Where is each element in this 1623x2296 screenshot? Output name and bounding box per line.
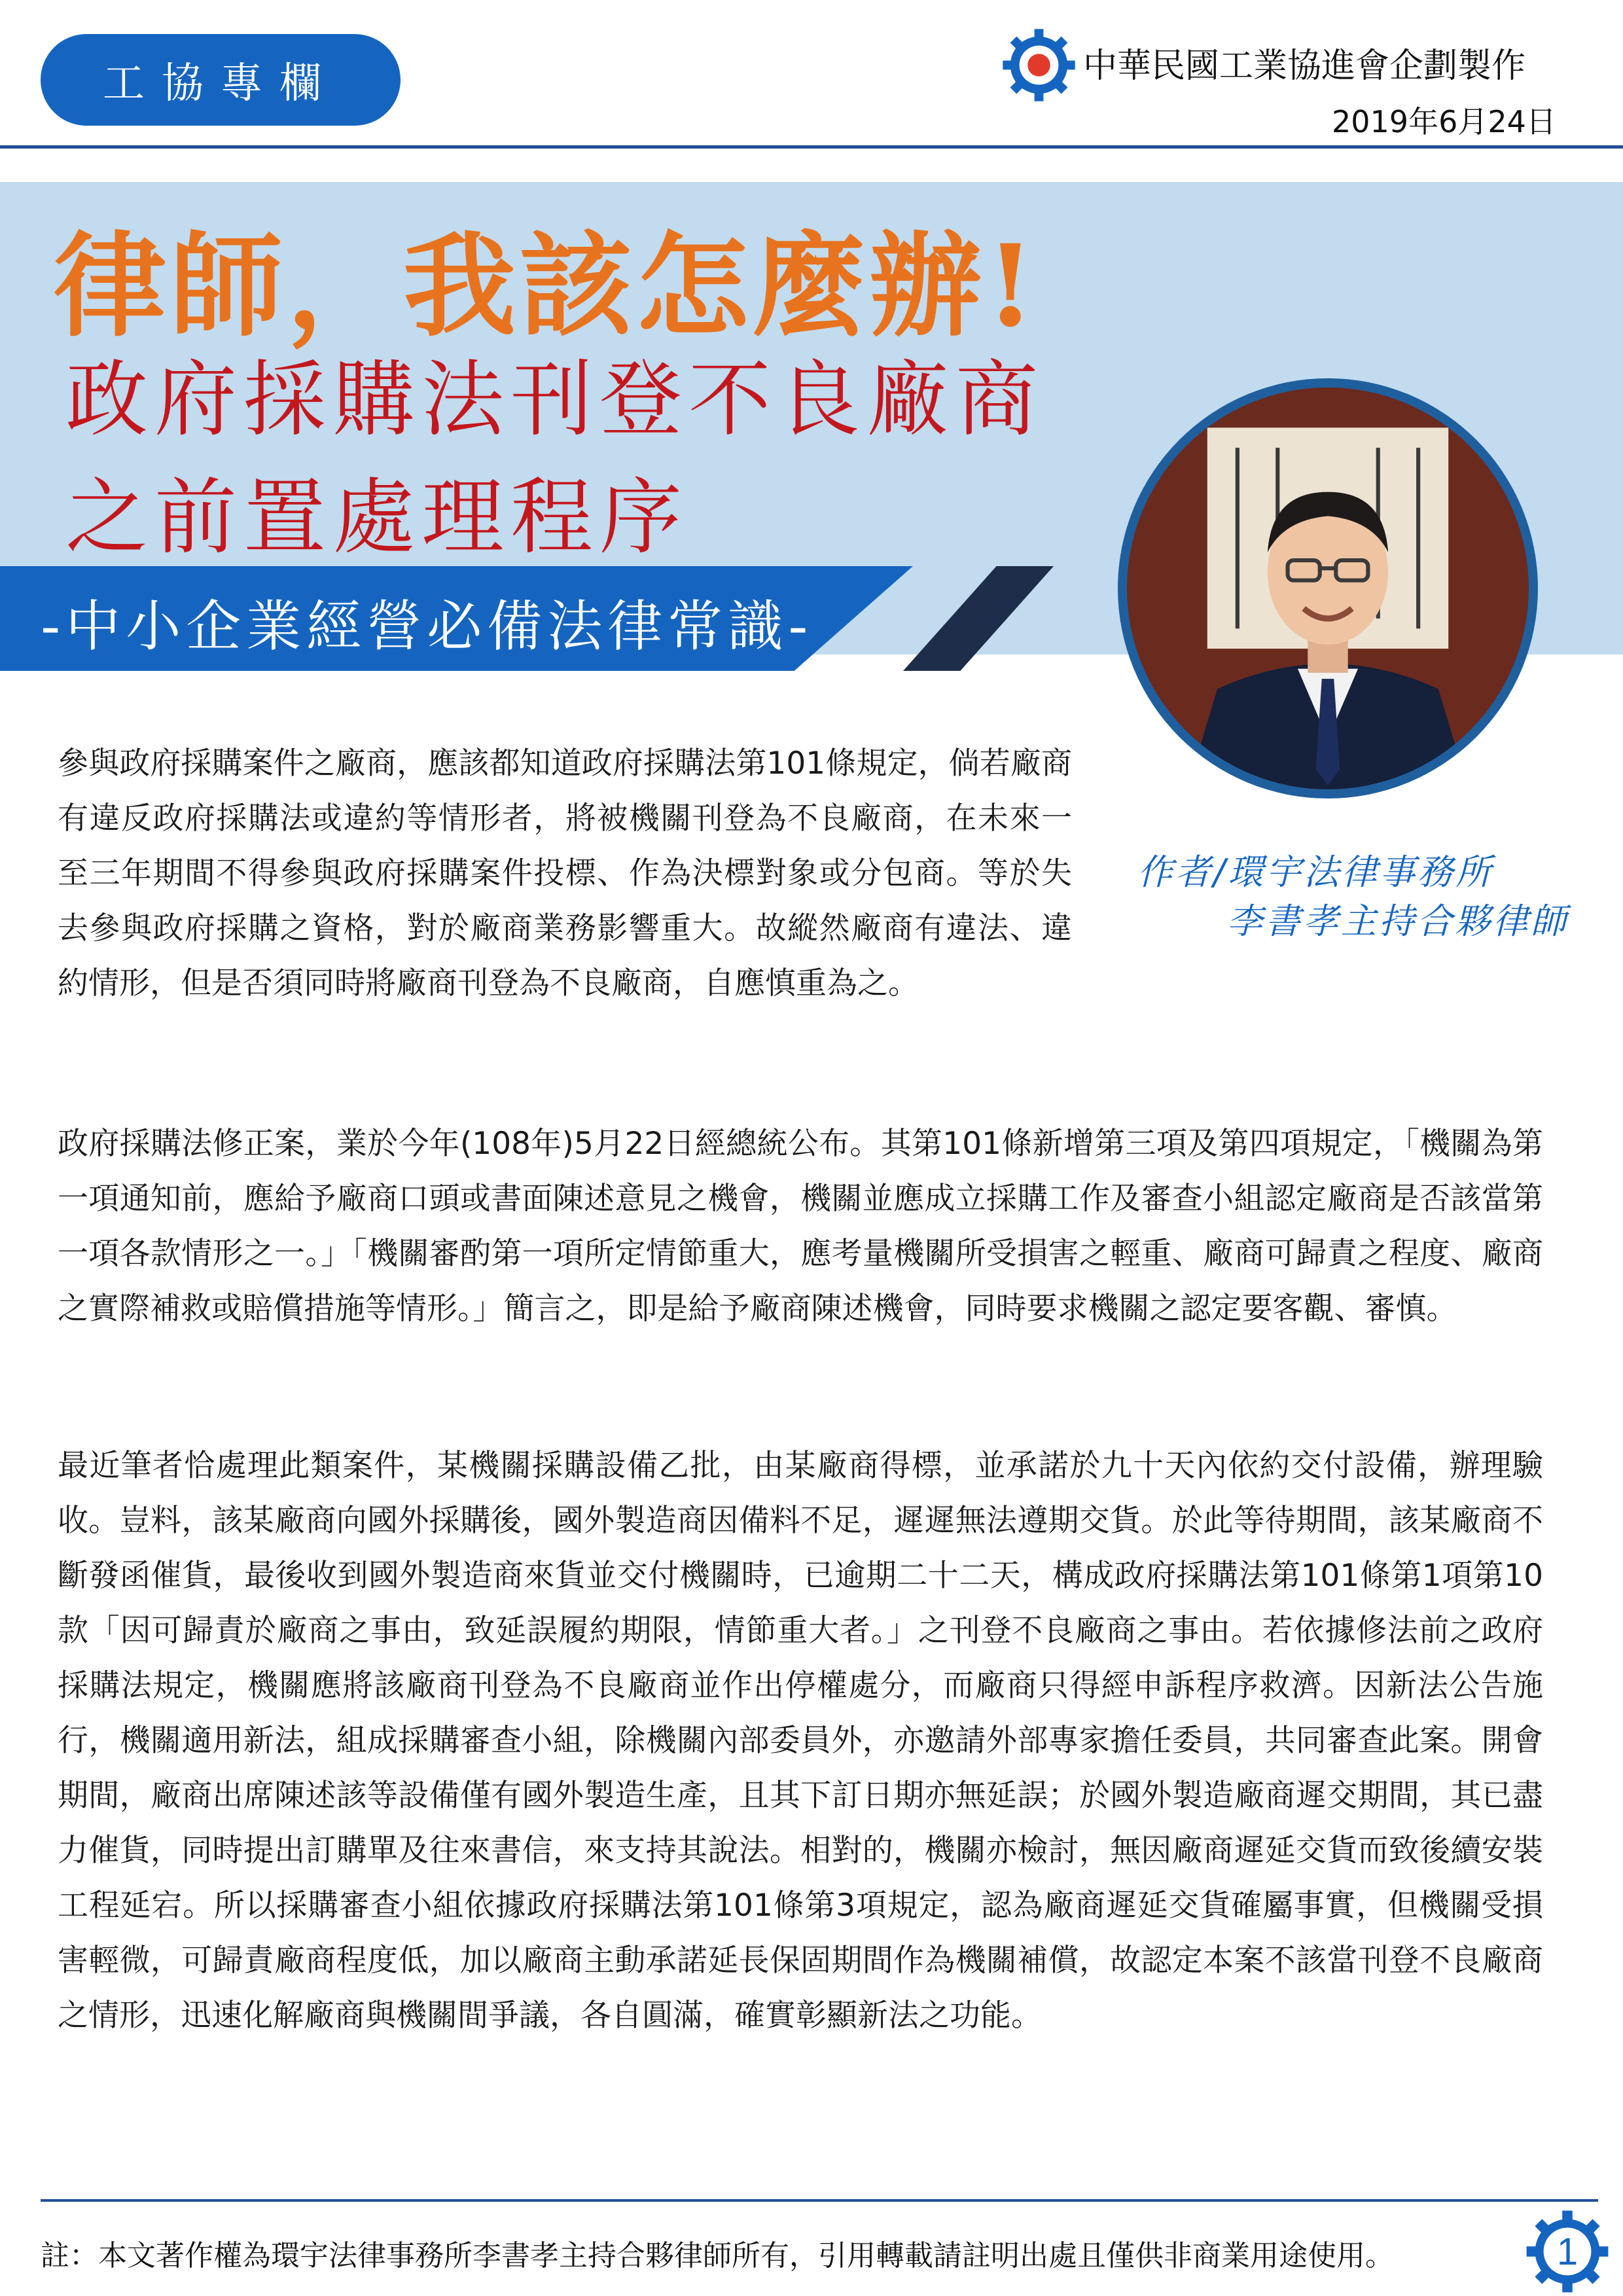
organization-name: 中華民國工業協進會企劃製作 — [1083, 46, 1526, 86]
series-label: -中小企業經營必備法律常識- — [41, 594, 813, 658]
subtitle-line-2: 之前置處理程序 — [65, 469, 688, 565]
author-affiliation: 作者/環宇法律事務所 — [1137, 852, 1494, 893]
header-divider — [0, 145, 1623, 149]
copyright-footnote: 註：本文著作權為環宇法律事務所李書孝主持合夥律師所有，引用轉載請註明出處且僅供非商業用途使用。 — [41, 2239, 1394, 2272]
column-badge: 工協專欄 — [41, 34, 401, 126]
gear-logo-icon — [1001, 27, 1077, 103]
page-title: 律師，我該怎麼辦! — [54, 219, 1039, 352]
publication-date: 2019年6月24日 — [1332, 104, 1556, 139]
body-paragraph: 政府採購法修正案，業於今年(108年)5月22日經總統公布。其第101條新增第三項及第四項規定，「機關為第一項通知前，應給予廠商口頭或書面陳述意見之機會，機關並應成立採購工作及審查小組認定廠商是否該當第一項各款情形之一。」「機關審酌第一項所定情節重大，應考量機關所受損害之輕重、廠商可歸責之程度、廠商之實際補救或賠償措施等情形。」簡言之，即是給予廠商陳述機會，同時要求機關之認定要客觀、審慎。 — [58, 1126, 1543, 1327]
paragraph-text: 參與政府採購案件之廠商，應該都知道政府採購法第101條規定，倘若廠商有違反政府採購法或違約等情形者，將被機關刊登為不良廠商，在未來一至三年期間不得參與政府採購案件投標、作為決標對象或分包商。等於失去參與政府採購之資格，對於廠商業務影響重大。故縱然廠商有違法、違約情形，但是否須同時將廠商刊登為不良廠商，自應慎重為之。 — [58, 745, 1072, 1001]
page-number: 1 — [1556, 2230, 1578, 2273]
subtitle-line-1: 政府採購法刊登不良廠商 — [65, 351, 1044, 448]
author-name: 李書孝主持合夥律師 — [1227, 901, 1569, 942]
body-paragraph — [58, 736, 1543, 1011]
author-portrait — [1118, 378, 1538, 798]
body-paragraph: 最近筆者恰處理此類案件，某機關採購設備乙批，由某廠商得標，並承諾於九十天內依約交付設備，辦理驗收。豈料，該某廠商向國外採購後，國外製造商因備料不足，遲遲無法遵期交貨。於此等待期間，該某廠商不斷發函催貨，最後收到國外製造商來貨並交付機關時，已逾期二十二天，構成政府採購法第101條第1項第10款「因可歸責於廠商之事由，致延誤履約期限，情節重大者。」之刊登不良廠商之事由。若依據修法前之政府採購法規定，機關應將該廠商刊登為不良廠商並作出停權處分，而廠商只得經申訴程序救濟。因新法公告施行，機關適用新法，組成採購審查小組，除機關內部委員外，亦邀請外部專家擔任委員，共同審查此案。開會期間，廠商出席陳述該等設備僅有國外製造生產，且其下訂日期亦無延誤；於國外製造廠商遲交期間，其已盡力催貨，同時提出訂購單及往來書信，來支持其說法。相對的，機關亦檢討，無因廠商遲延交貨而致後續安裝工程延宕。所以採購審查小組依據政府採購法第101條第3項規定，認為廠商遲延交貨確屬事實，但機關受損害輕微，可歸責廠商程度低，加以廠商主動承諾延長保固期間作為機關補償，故認定本案不該當刊登不良廠商之情形，迅速化解廠商與機關間爭議，各自圓滿，確實彰顯新法之功能。 — [58, 1448, 1543, 2034]
footer-divider — [41, 2199, 1598, 2202]
